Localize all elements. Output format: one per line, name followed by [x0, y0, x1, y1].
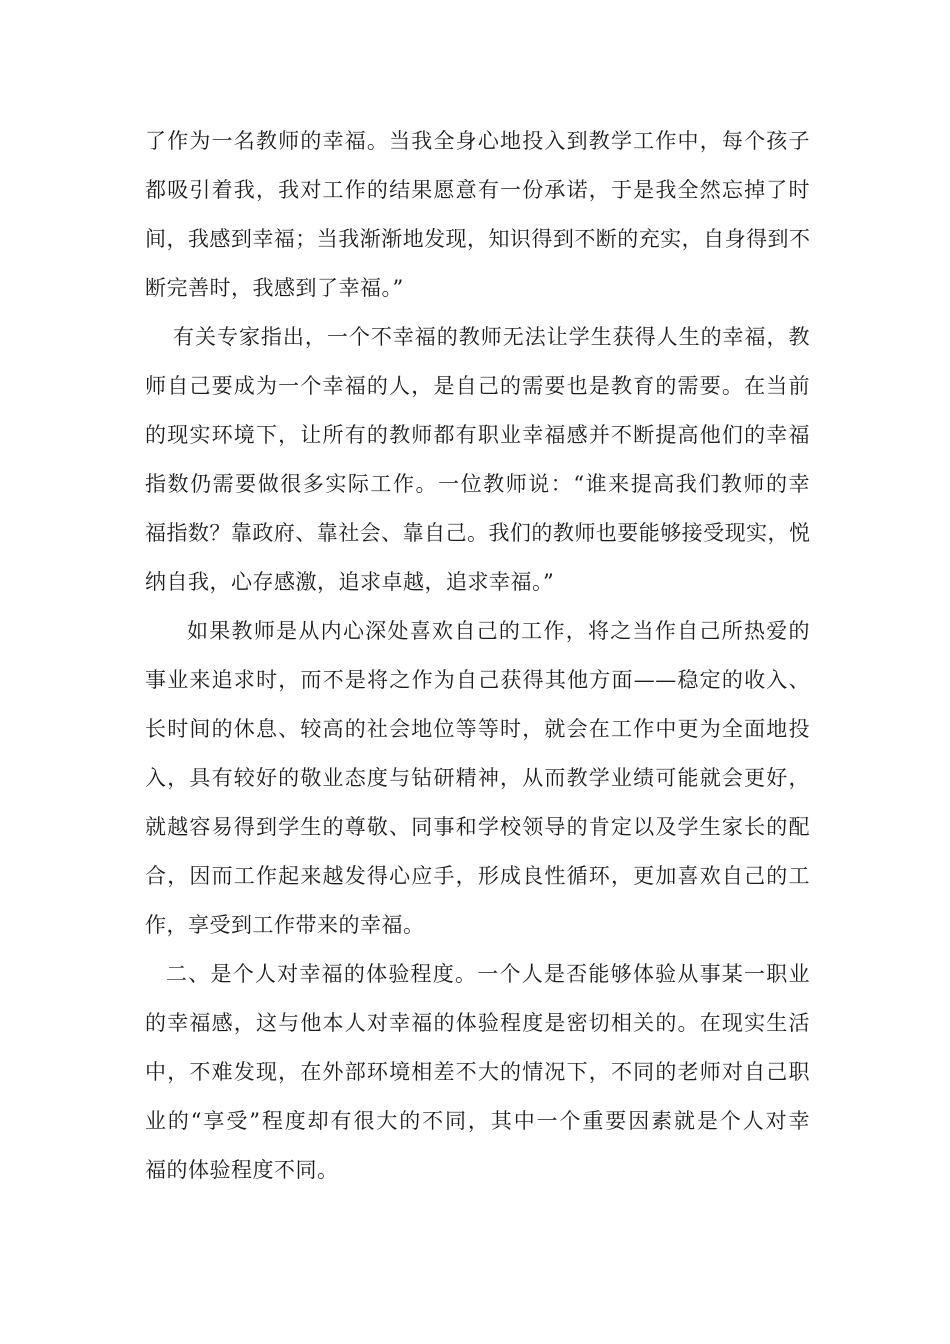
text-line: 中，不难发现，在外部环境相差不大的情况下，不同的老师对自己职	[145, 1060, 810, 1084]
paragraph-3	[145, 607, 810, 950]
text-line: 事业来追求时，而不是将之作为自己获得其他方面——稳定的收入、	[145, 668, 810, 692]
text-line: 作，享受到工作带来的幸福。	[145, 913, 425, 937]
text-line: 合，因而工作起来越发得心应手，形成良性循环，更加喜欢自己的工	[145, 864, 810, 888]
text-line: 就越容易得到学生的尊敬、同事和学校领导的肯定以及学生家长的配	[145, 815, 810, 839]
text-line: 都吸引着我，我对工作的结果愿意有一份承诺，于是我全然忘掉了时	[145, 178, 810, 202]
text-line: 长时间的休息、较高的社会地位等等时，就会在工作中更为全面地投	[145, 717, 810, 741]
text-line: 福指数？靠政府、靠社会、靠自己。我们的教师也要能够接受现实，悦	[145, 521, 810, 545]
text-line: 二、是个人对幸福的体验程度。一个人是否能够体验从事某一职业	[166, 962, 810, 986]
text-line: 福的体验程度不同。	[145, 1158, 339, 1182]
text-line: 了作为一名教师的幸福。当我全身心地投入到教学工作中，每个孩子	[145, 129, 810, 153]
text-line: 的幸福感，这与他本人对幸福的体验程度是密切相关的。在现实生活	[145, 1011, 810, 1035]
text-line: 业的“享受”程度却有很大的不同，其中一个重要因素就是个人对幸	[145, 1109, 810, 1133]
paragraph-2	[145, 313, 810, 607]
text-line: 间，我感到幸福；当我渐渐地发现，知识得到不断的充实，自身得到不	[145, 227, 810, 251]
text-line: 的现实环境下，让所有的教师都有职业幸福感并不断提高他们的幸福	[145, 423, 810, 447]
text-line: 如果教师是从内心深处喜欢自己的工作，将之当作自己所热爱的	[187, 619, 810, 643]
text-line: 断完善时，我感到了幸福。”	[145, 276, 404, 300]
text-line: 指数仍需要做很多实际工作。一位教师说：“谁来提高我们教师的幸	[145, 472, 810, 496]
text-line: 师自己要成为一个幸福的人，是自己的需要也是教育的需要。在当前	[145, 374, 810, 398]
paragraph-4	[145, 950, 810, 1195]
text-line: 有关专家指出，一个不幸福的教师无法让学生获得人生的幸福，教	[173, 325, 810, 349]
document-body	[145, 117, 810, 1195]
text-line: 纳自我，心存感激，追求卓越，追求幸福。”	[145, 570, 555, 594]
paragraph-1	[145, 117, 810, 313]
text-line: 入，具有较好的敬业态度与钻研精神，从而教学业绩可能就会更好，	[145, 766, 810, 790]
